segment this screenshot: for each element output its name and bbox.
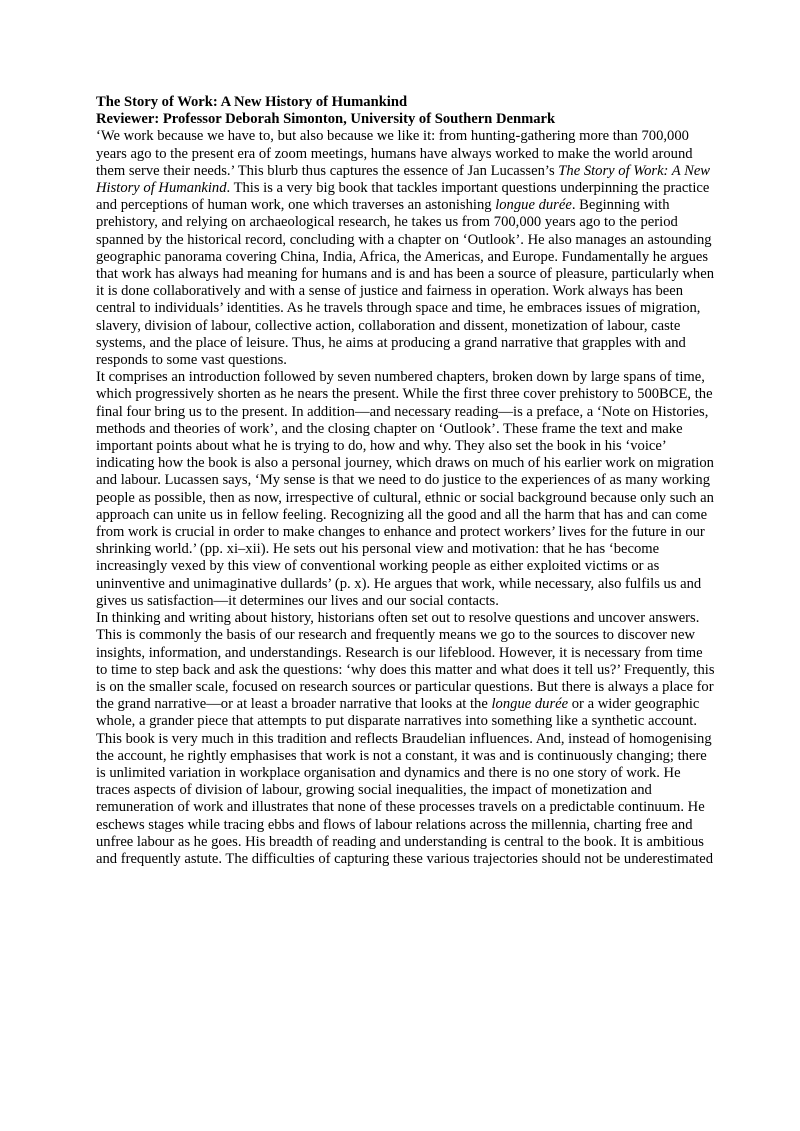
text-run: or a wider geographic whole, a grander piece that attempts to put disparate narratives into something like a synthetic account. This book is very much in this tradition and reflects Braudelian influences. And, instead of homogenising the account, he rightly emphasises that work is not a constant, it was and is continuously changing; there is unlimited variation in workplace organisation and dynamics and there is no one story of work. He traces aspects of division of labour, growing social inequalities, the impact of monetization and remuneration of work and illustrates that none of these processes travels on a predictable continuum. He eschews stages while tracing ebbs and flows of labour relations across the millennia, charting free and unfree labour as he goes. His breadth of reading and understanding is central to the book. It is ambitious and frequently astute. The difficulties of capturing these various trajectories should not be underestimated bbox=[96, 696, 714, 867]
italic-text-run: longue durée bbox=[491, 696, 569, 713]
text-run: . This is a very big book that tackles important questions underpinning the practice and perceptions of human work, one which traverses an astonishing bbox=[96, 180, 710, 214]
body-paragraph bbox=[96, 610, 716, 868]
document-page bbox=[96, 94, 716, 868]
text-run: . Beginning with prehistory, and relying on archaeological research, he takes us from 700,000 years ago to the period spanned by the historical record, concluding with a chapter on ‘Outlook’. He also manages an astounding geographic panorama covering China, India, Africa, the Americas, and Europe. Fundamentally he argues that work has always had meaning for humans and is and has been a source of pleasure, particularly when it is done collaboratively and with a sense of justice and fairness in operation. Work always has been central to individuals’ identities. As he travels through space and time, he embraces issues of migration, slavery, division of labour, collective action, collaboration and dissent, monetization of labour, caste systems, and the place of leisure. Thus, he aims at producing a grand narrative that grapples with and responds to some vast questions. bbox=[96, 197, 715, 369]
text-run: It comprises an introduction followed by seven numbered chapters, broken down by large spans of time, which progressively shorten as he nears the present. While the first three cover prehistory to 500BCE, the final four bring us to the present. In addition—and necessary reading—is a preface, a ‘Note on Histories, methods and theories of work’, and the closing chapter on ‘Outlook’. These frame the text and make important points about what he is trying to do, how and why. They also set the book in his ‘voice’ indicating how the book is also a personal journey, which draws on much of his earlier work on migration and labour. Lucassen says, ‘My sense is that we need to do justice to the experiences of as many working people as possible, then as now, irrespective of cultural, ethnic or social background because only such an approach can unite us in fellow feeling. Recognizing all the good and all the harm that has and can come from work is crucial in order to make changes to enhance and protect workers’ lives for the future in our shrinking world.’ (pp. xi–xii). He sets out his personal view and motivation: that he has ‘become increasingly vexed by this view of conventional working people as either exploited victims or as uninventive and unimaginative dullards’ (p. x). He argues that work, while necessary, also fulfils us and gives us satisfaction—it determines our lives and our social contacts. bbox=[96, 369, 714, 609]
text-run: In thinking and writing about history, historians often set out to resolve questions and uncover answers. This is commonly the basis of our research and frequently means we go to the sources to discover new insights, information, and understandings. Research is our lifeblood. However, it is necessary from time to time to step back and ask the questions: ‘why does this matter and what does it tell us?’ Frequently, this is on the smaller scale, focused on research sources or particular questions. But there is always a place for the grand narrative—or at least a broader narrative that looks at the bbox=[96, 610, 715, 713]
reviewer-line: Reviewer: Professor Deborah Simonton, University of Southern Denmark bbox=[96, 111, 556, 128]
document-title: The Story of Work: A New History of Humankind bbox=[96, 94, 408, 110]
italic-text-run: longue durée bbox=[495, 197, 572, 214]
review-body bbox=[96, 128, 716, 868]
italic-text-run: The Story of Work: A New History of Humankind bbox=[96, 162, 711, 197]
body-paragraph bbox=[96, 128, 716, 369]
body-paragraph bbox=[96, 369, 716, 610]
text-run: ‘We work because we have to, but also because we like it: from hunting-gathering more than 700,000 years ago to the present era of zoom meetings, humans have always worked to make the world around them serve their needs.’ This blurb thus captures the essence of Jan Lucassen’s bbox=[96, 128, 693, 179]
